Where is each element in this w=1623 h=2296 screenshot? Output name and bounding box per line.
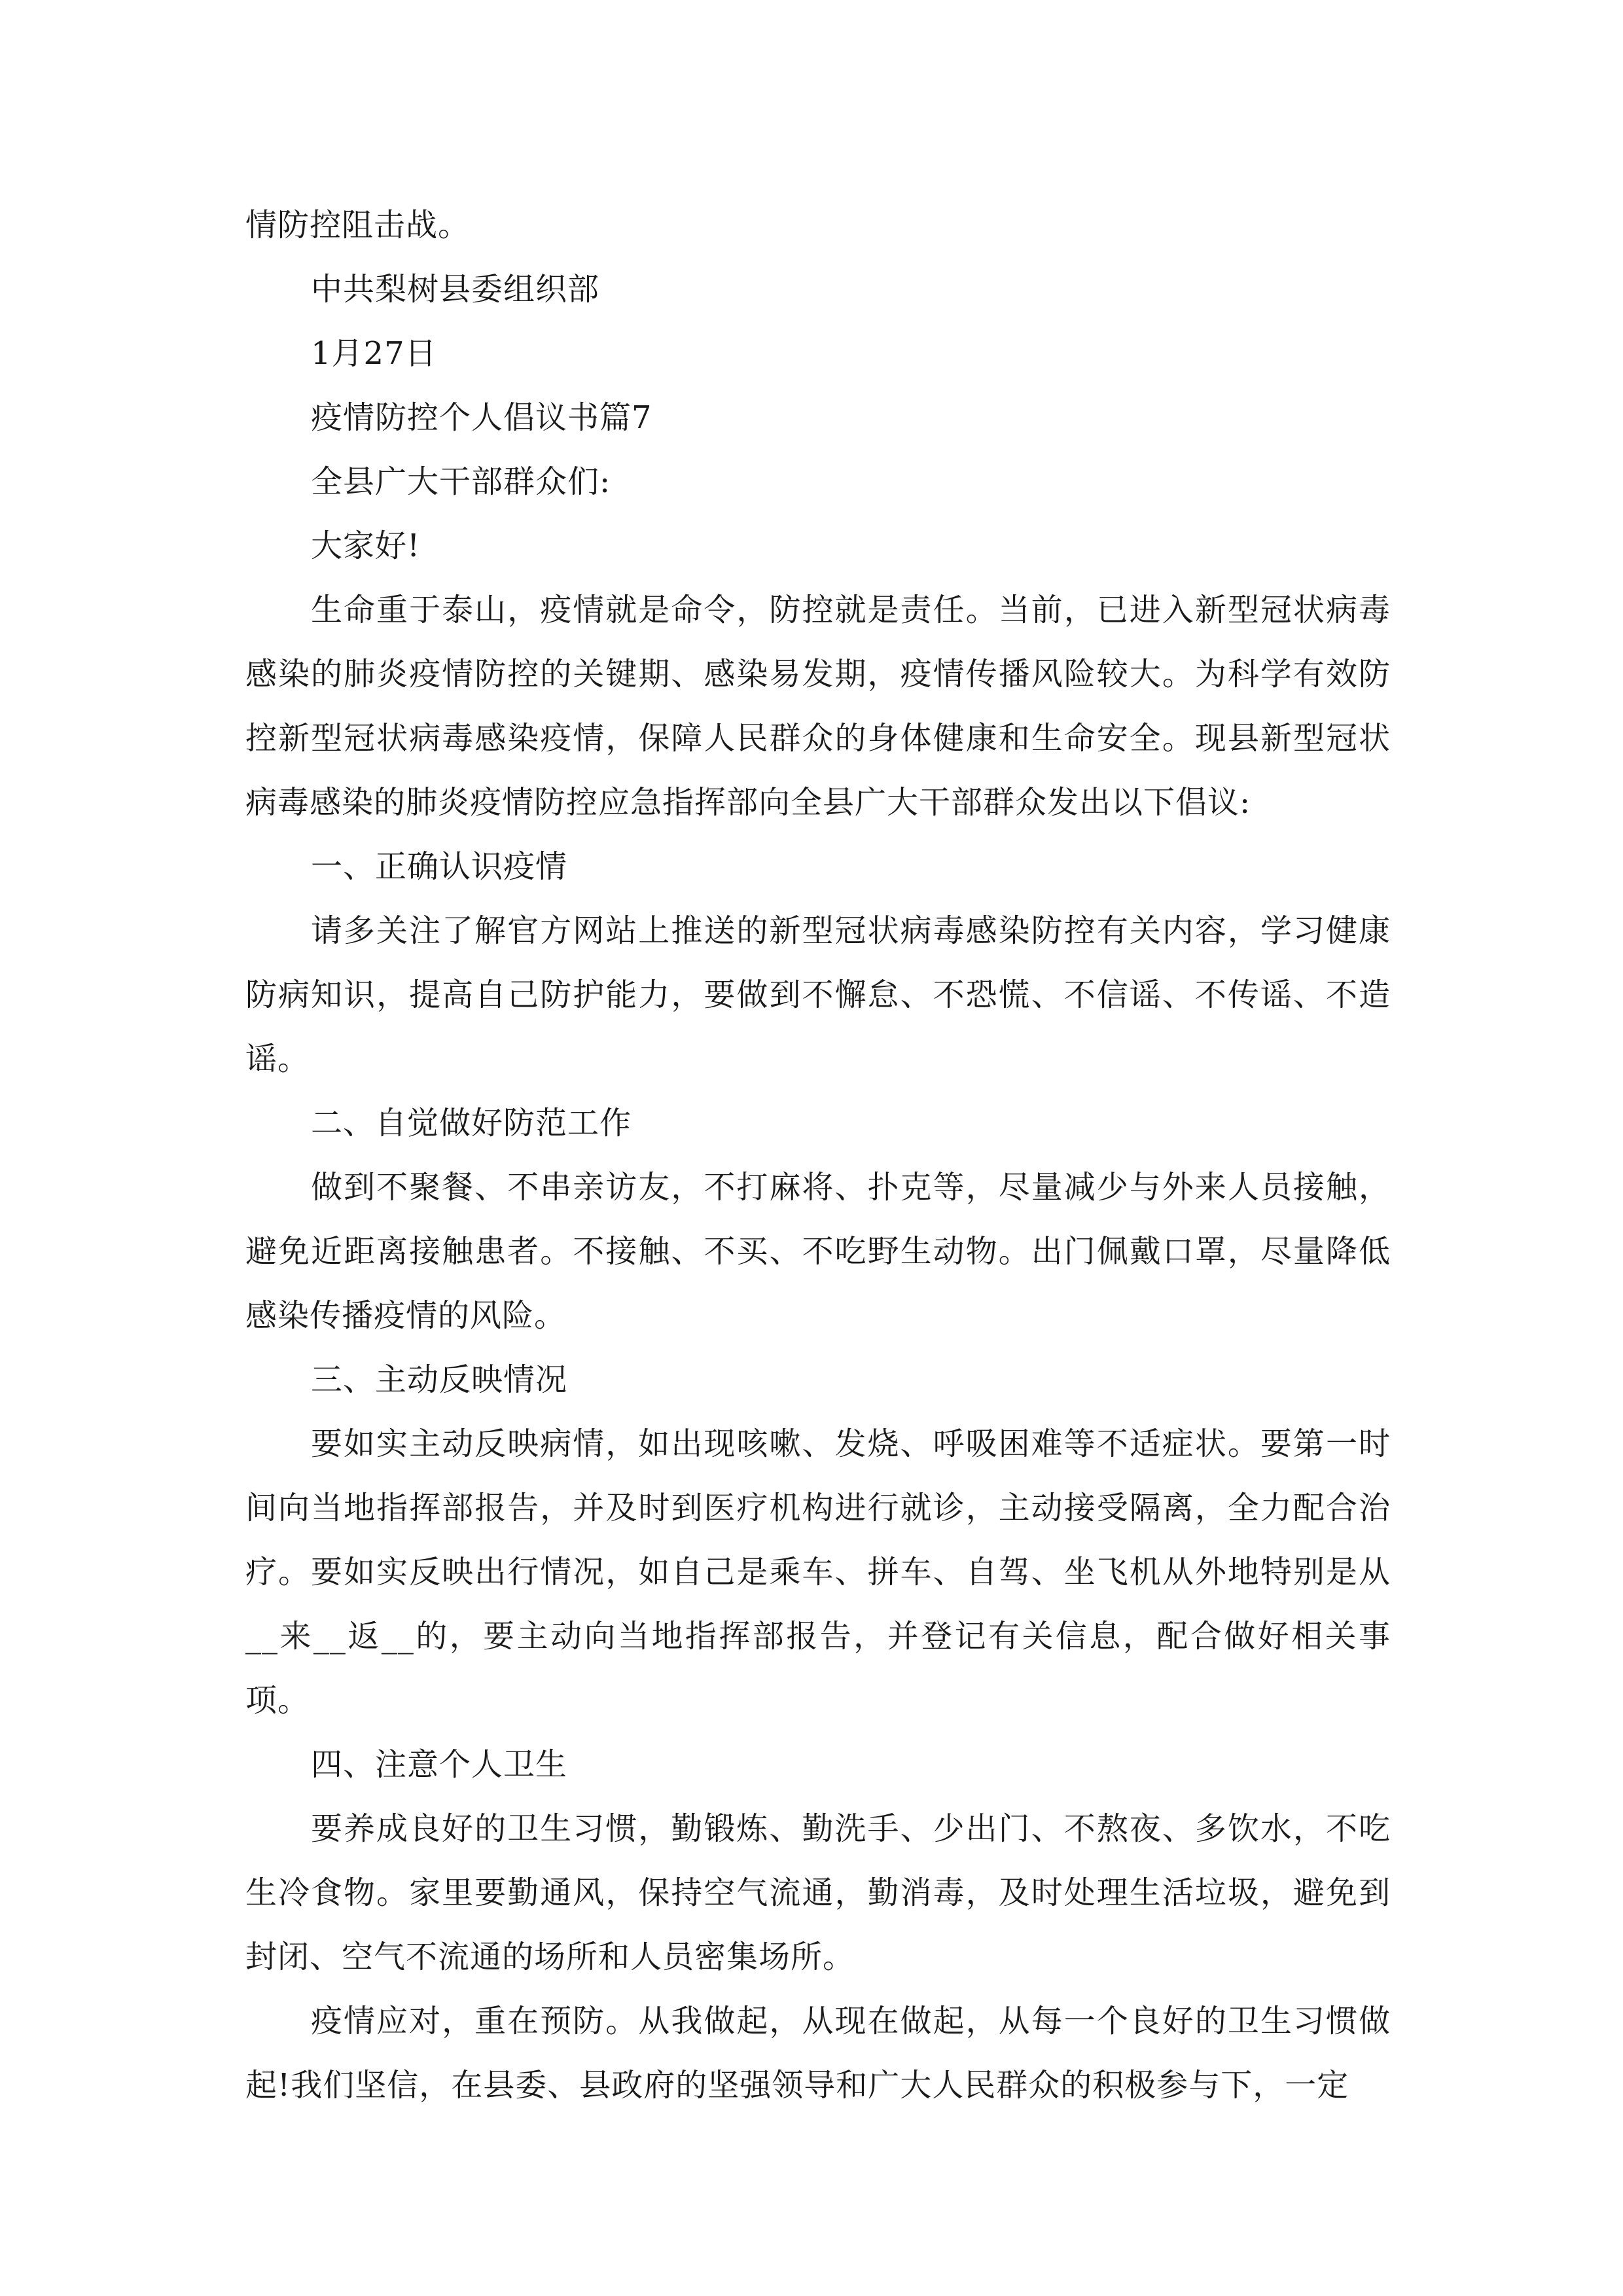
- greeting: 大家好!: [311, 528, 421, 564]
- body-paragraph-2: 做到不聚餐、不串亲访友，不打麻将、扑克等，尽量减少与外来人员接触，避免近距离接触患者。不接触、不买、不吃野生动物。出门佩戴口罩，尽量降低感染传播疫情的风险。: [245, 1169, 1391, 1334]
- signature-date: 1月27日: [311, 335, 437, 372]
- body-paragraph-1: 请多关注了解官方网站上推送的新型冠状病毒感染防控有关内容，学习健康防病知识，提高自己防护能力，要做到不懈怠、不恐慌、不信谣、不传谣、不造谣。: [245, 912, 1391, 1077]
- intro-paragraph: 生命重于泰山，疫情就是命令，防控就是责任。当前，已进入新型冠状病毒感染的肺炎疫情防控的关键期、感染易发期，疫情传播风险较大。为科学有效防控新型冠状病毒感染疫情，保障人民群众的身体健康和生命安全。现县新型冠状病毒感染的肺炎疫情防控应急指挥部向全县广大干部群众发出以下倡议:: [245, 592, 1391, 821]
- closing-paragraph: 疫情应对，重在预防。从我做起，从现在做起，从每一个良好的卫生习惯做起!我们坚信，在县委、县政府的坚强领导和广大人民群众的积极参与下，一定: [245, 2003, 1391, 2104]
- heading-2: 二、自觉做好防范工作: [311, 1105, 632, 1141]
- paragraph-continuation: 情防控阻击战。: [245, 207, 471, 243]
- document-body: [245, 193, 1391, 2117]
- body-paragraph-3: 要如实主动反映病情，如出现咳嗽、发烧、呼吸困难等不适症状。要第一时间向当地指挥部报告，并及时到医疗机构进行就诊，主动接受隔离，全力配合治疗。要如实反映出行情况，如自己是乘车、拼车、自驾、坐飞机从外地特别是从__来__返__的，要主动向当地指挥部报告，并登记有关信息，配合做好相关事项。: [245, 1426, 1391, 1719]
- section-title: 疫情防控个人倡议书篇7: [311, 399, 652, 436]
- salutation: 全县广大干部群众们:: [311, 463, 611, 500]
- signature-organization: 中共梨树县委组织部: [311, 271, 600, 308]
- heading-1: 一、正确认识疫情: [311, 848, 568, 885]
- heading-4: 四、注意个人卫生: [311, 1746, 568, 1783]
- body-paragraph-4: 要养成良好的卫生习惯，勤锻炼、勤洗手、少出门、不熬夜、多饮水，不吃生冷食物。家里要勤通风，保持空气流通，勤消毒，及时处理生活垃圾，避免到封闭、空气不流通的场所和人员密集场所。: [245, 1810, 1391, 1975]
- heading-3: 三、主动反映情况: [311, 1361, 568, 1398]
